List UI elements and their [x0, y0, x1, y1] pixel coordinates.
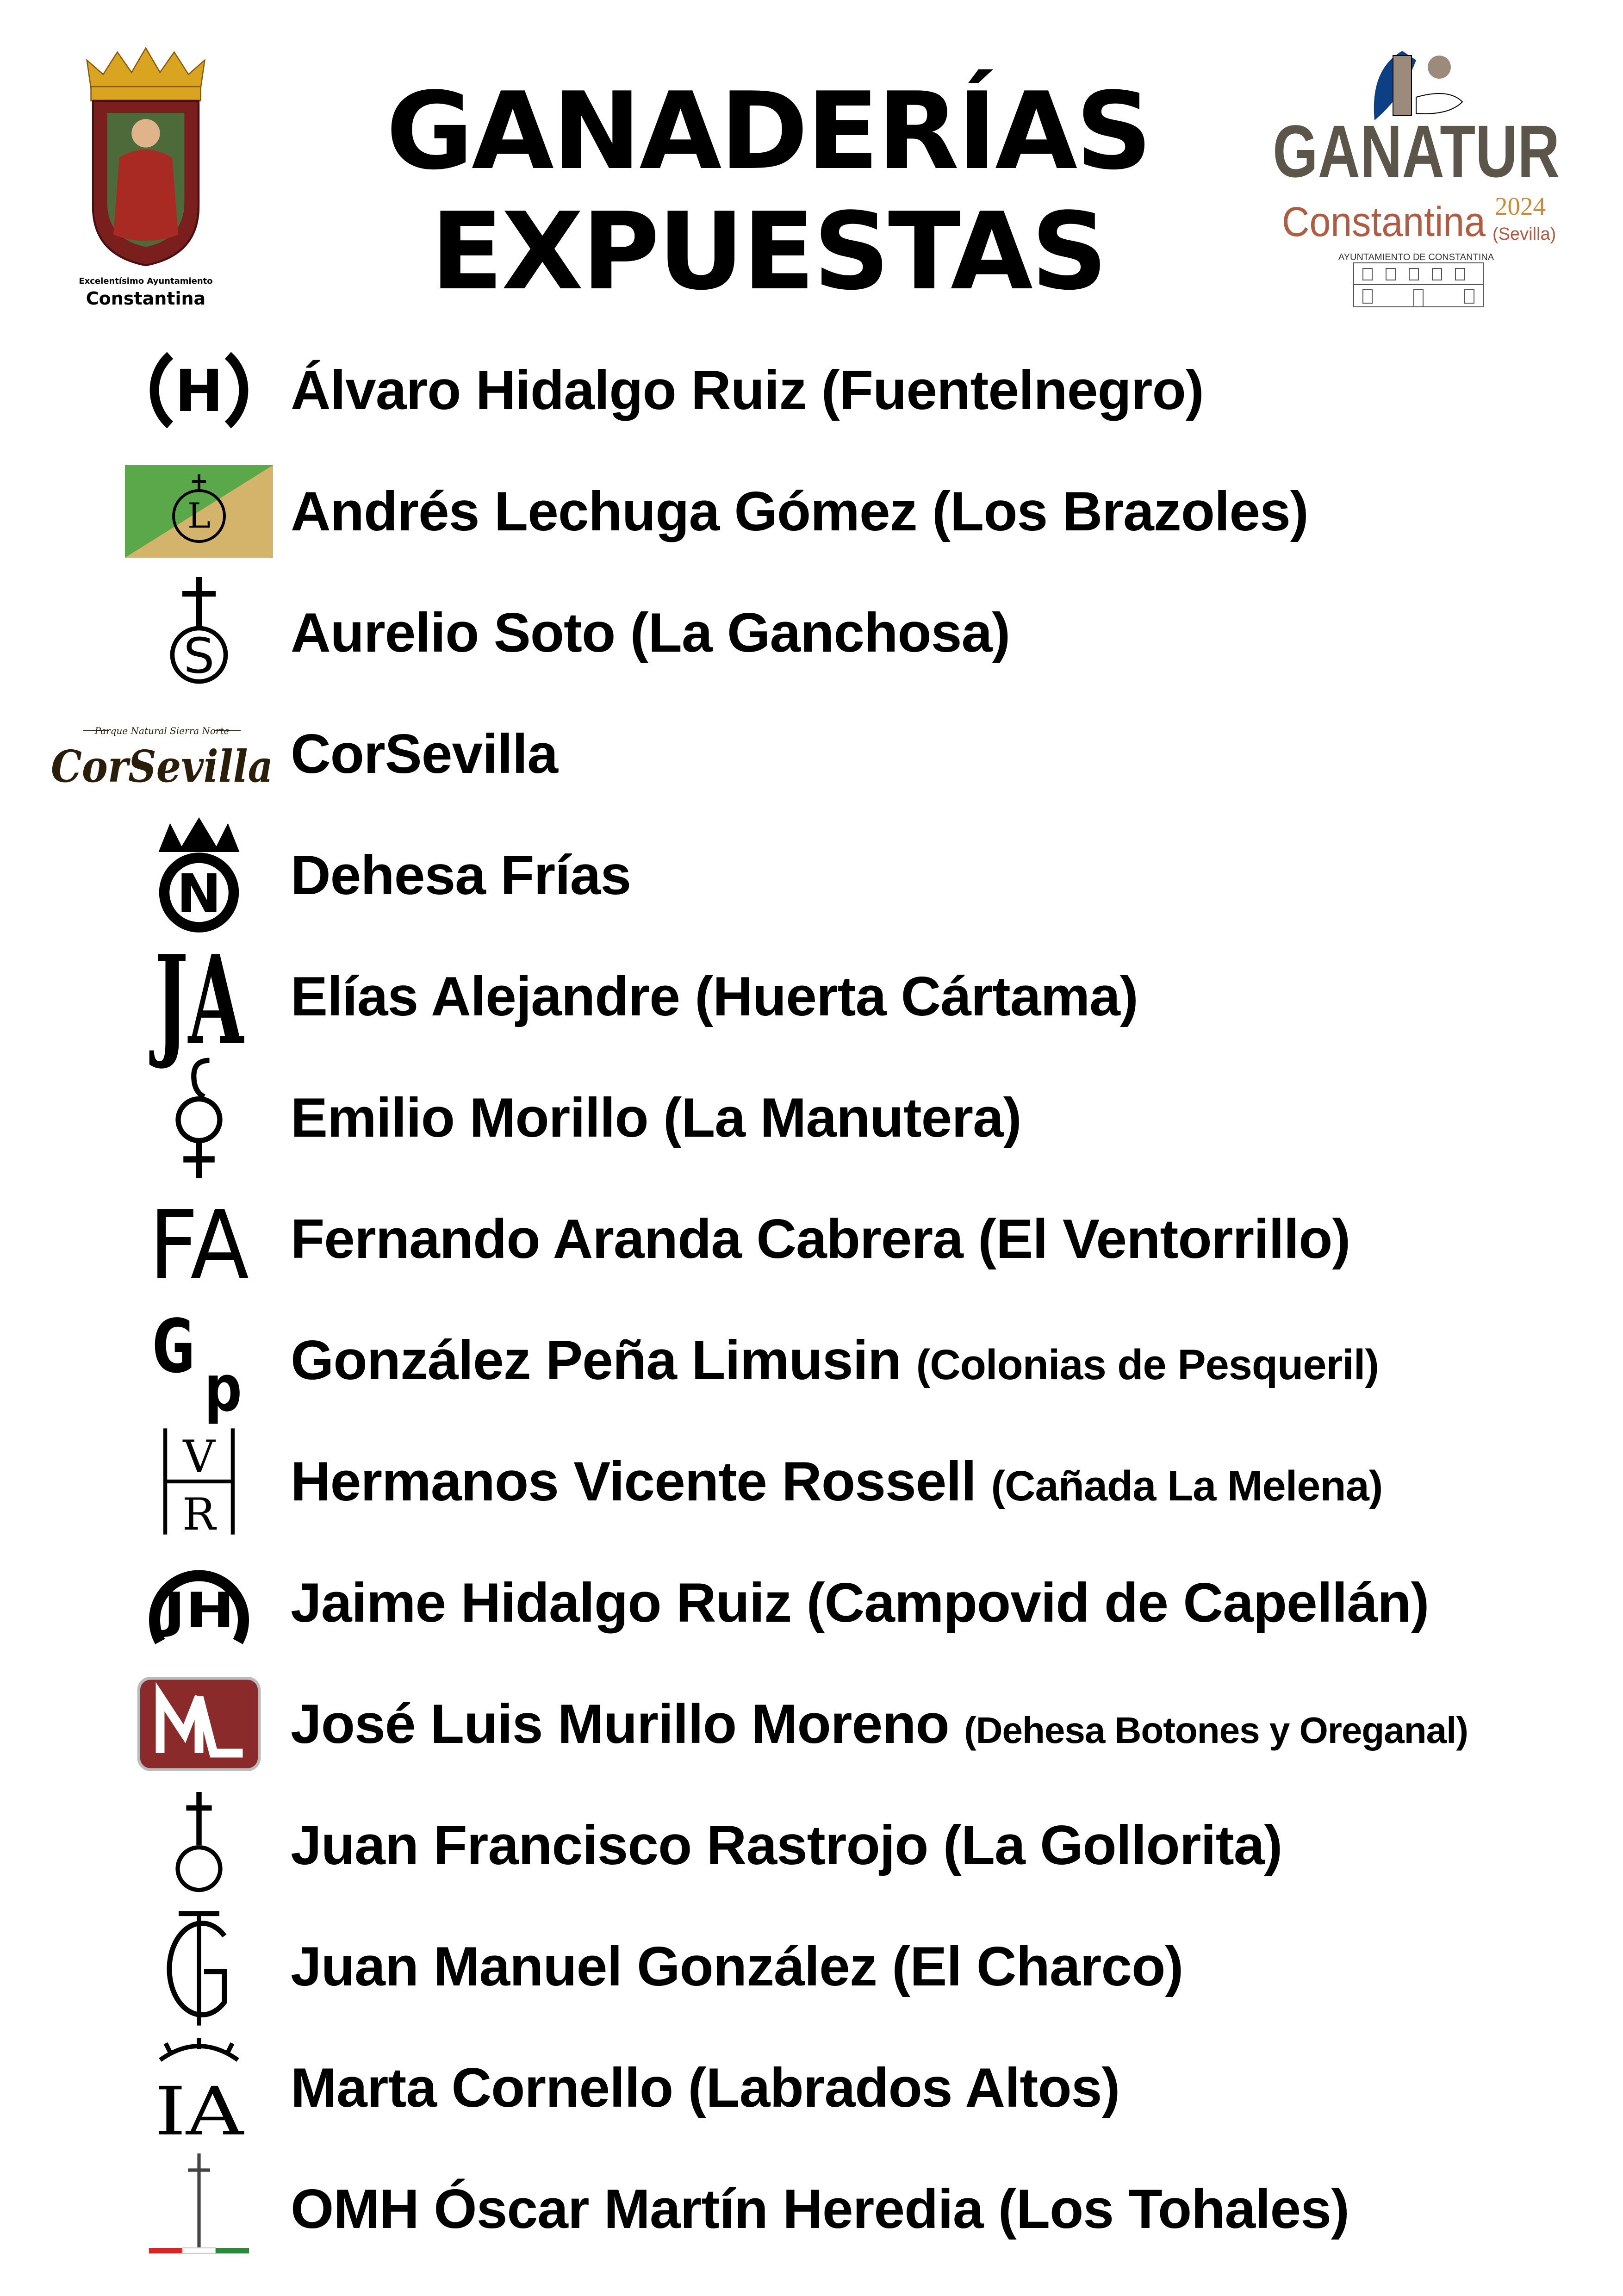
ranch-row	[0, 928, 1573, 1072]
svg-text:H: H	[174, 358, 224, 425]
ml-red-badge-icon	[125, 1666, 273, 1782]
ranch-owner: OMH Óscar Martín Heredia	[291, 2178, 983, 2240]
ranch-row	[0, 1421, 1573, 1542]
ranch-owner: Emilio Morillo	[291, 1087, 648, 1149]
green-gold-flag-l-brand-icon	[125, 453, 273, 570]
ranch-label	[291, 1450, 1382, 1513]
crowned-la-brand-icon	[125, 2029, 273, 2150]
ranch-row	[0, 693, 1573, 815]
ranch-estate: (La Gollorita)	[943, 1814, 1282, 1876]
ganatur-caption: AYUNTAMIENTO DE CONSTANTINA	[1338, 252, 1494, 262]
svg-text:G: G	[150, 1304, 195, 1390]
ranch-estate: (Campovid de Capellán)	[806, 1572, 1429, 1634]
ranch-label	[291, 722, 558, 786]
ganatur-region: (Sevilla)	[1492, 224, 1556, 244]
cross-circle-brand-icon	[125, 1787, 273, 1904]
ranch-label	[291, 1571, 1429, 1635]
ranch-label	[291, 358, 1204, 422]
ranch-estate: (Labrados Altos)	[688, 2057, 1120, 2119]
cross-s-brand-icon	[125, 574, 273, 691]
ganatur-name: GANATUR	[1273, 110, 1560, 193]
svg-text:IA: IA	[155, 2072, 245, 2150]
ranch-owner: Juan Francisco Rastrojo	[291, 1814, 928, 1876]
page-title-line2: EXPUESTAS	[430, 190, 1106, 314]
ranch-owner: Hermanos Vicente Rossell	[291, 1450, 976, 1512]
ranch-row	[0, 1785, 1573, 1906]
svg-text:R: R	[182, 1488, 216, 1541]
ranch-label	[291, 1935, 1183, 1998]
ranch-owner: Elías Alejandre	[291, 965, 680, 1027]
ranch-estate: (Cañada La Melena)	[991, 1462, 1383, 1510]
ranch-label	[291, 1328, 1379, 1392]
ranch-row	[0, 815, 1573, 936]
ranch-label	[291, 2177, 1349, 2241]
ranch-row	[0, 2027, 1573, 2148]
crest-line1: Excelentísimo Ayuntamiento	[79, 276, 213, 286]
corsevilla-logo-icon	[46, 696, 278, 812]
ranch-estate: (El Charco)	[892, 1935, 1183, 1997]
ranch-label	[291, 2056, 1119, 2120]
ranch-row	[0, 1663, 1573, 1785]
jh-brand-icon	[125, 1544, 273, 1661]
ganatur-town: Constantina	[1282, 199, 1486, 245]
gp-brand-icon	[125, 1302, 273, 1426]
ranch-estate: (Los Tohales)	[998, 2178, 1349, 2240]
ranch-label	[291, 1692, 1468, 1756]
ranch-estate: (Fuentelnegro)	[821, 359, 1204, 421]
vr-brand-icon	[125, 1423, 273, 1540]
ranch-label	[291, 479, 1308, 543]
ranch-estate: (Huerta Cártama)	[695, 965, 1138, 1027]
ranch-row	[0, 451, 1573, 572]
ranch-owner: Álvaro Hidalgo Ruiz	[291, 359, 807, 421]
ranch-estate: (Los Brazoles)	[932, 480, 1308, 542]
ranch-owner: González Peña Limusin	[291, 1329, 902, 1391]
ranch-owner: José Luis Murillo Moreno	[291, 1693, 949, 1755]
fa-brand-icon	[125, 1181, 273, 1300]
ranch-row	[0, 1542, 1573, 1663]
ranch-estate: (El Ventorrillo)	[978, 1208, 1350, 1270]
ranch-label	[291, 601, 1010, 665]
ranch-estate: (La Manutera)	[663, 1087, 1021, 1149]
ranch-estate: (Colonias de Pesqueril)	[916, 1341, 1379, 1388]
svg-text:N: N	[176, 863, 222, 925]
ranch-owner: Juan Manuel González	[291, 1935, 877, 1997]
ranch-label	[291, 1086, 1021, 1150]
ranch-owner: Andrés Lechuga Gómez	[291, 480, 917, 542]
page-title-line1: GANADERÍAS	[386, 70, 1150, 193]
ganatur-emblem-icon	[1263, 42, 1569, 310]
svg-text:p: p	[204, 1351, 243, 1426]
ranch-owner: Dehesa Frías	[291, 844, 631, 906]
ranch-row	[0, 1057, 1573, 1178]
ranch-row	[0, 330, 1573, 451]
ranch-label	[291, 964, 1138, 1028]
ranch-owner: Aurelio Soto	[291, 602, 616, 664]
svg-text:JA: JA	[149, 928, 245, 1072]
ranch-row	[0, 1906, 1573, 2027]
svg-text:CorSevilla: CorSevilla	[51, 741, 273, 792]
hook-circle-cross-brand-icon	[125, 1059, 273, 1176]
ranch-row	[0, 2148, 1573, 2270]
ranch-label	[291, 843, 631, 907]
svg-text:S: S	[183, 627, 215, 684]
svg-text:Parque Natural Sierra Norte: Parque Natural Sierra Norte	[94, 725, 230, 736]
svg-text:V: V	[183, 1431, 215, 1483]
ja-brand-icon	[125, 928, 273, 1072]
svg-text:JH: JH	[160, 1581, 235, 1639]
crowned-n-brand-icon	[125, 817, 273, 933]
ranch-row	[0, 1300, 1573, 1426]
cg-brand-icon	[125, 1908, 273, 2025]
ranch-label	[291, 1813, 1282, 1877]
circle-h-brand-icon	[125, 332, 273, 448]
ranch-owner: Fernando Aranda Cabrera	[291, 1208, 963, 1270]
ganatur-year: 2024	[1495, 192, 1546, 220]
cross-flag-line-brand-icon	[125, 2151, 273, 2267]
svg-text:FA: FA	[149, 1191, 249, 1300]
ranch-owner: Marta Cornello	[291, 2057, 673, 2119]
ranch-row	[0, 572, 1573, 693]
ranch-owner: Jaime Hidalgo Ruiz	[291, 1572, 792, 1634]
svg-text:L: L	[187, 495, 211, 536]
ranch-row	[0, 1178, 1573, 1300]
ranch-estate: (Dehesa Botones y Oreganal)	[964, 1710, 1468, 1751]
ranch-owner: CorSevilla	[291, 723, 558, 785]
crest-line2: Constantina	[86, 288, 206, 309]
ranch-label	[291, 1207, 1350, 1271]
ranch-estate: (La Ganchosa)	[630, 602, 1010, 664]
